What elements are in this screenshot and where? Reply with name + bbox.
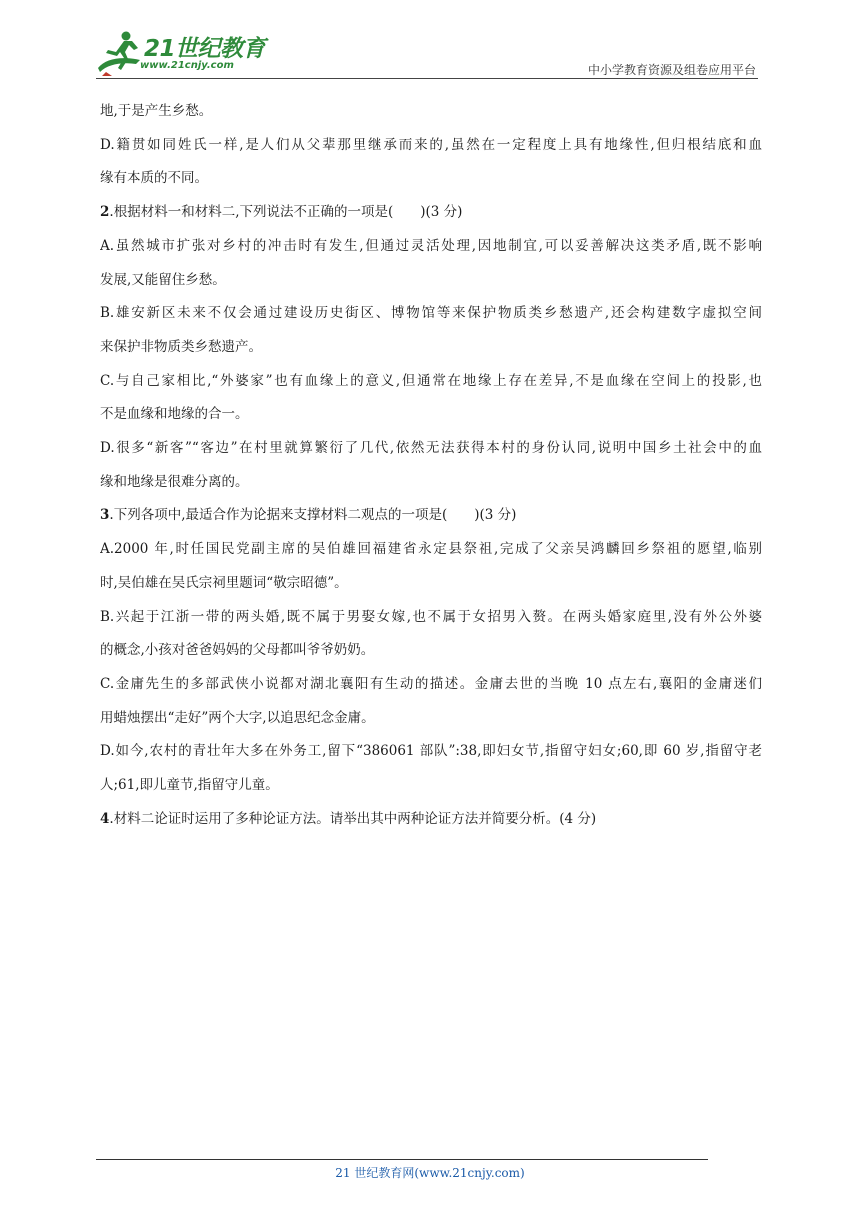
line-text: 发展,又能留住乡愁。	[100, 271, 226, 288]
logo-text: 21世纪教育	[144, 36, 266, 62]
page-header	[0, 0, 860, 82]
line-text: D.如今,农村的青壮年大多在外务工,留下“386061 部队”:38,即妇女节,指留守妇女;60,即 60 岁,指留守老	[100, 743, 762, 760]
line-text: C.金庸先生的多部武侠小说都对湖北襄阳有生动的描述。金庸去世的当晚 10 点左右,襄阳的金庸迷们	[100, 675, 762, 692]
header-divider	[96, 78, 758, 79]
text-line	[100, 708, 762, 728]
line-text: D.籍贯如同姓氏一样,是人们从父辈那里继承而来的,虽然在一定程度上具有地缘性,但归根结底和血	[100, 136, 762, 153]
text-line	[100, 303, 762, 323]
text-line	[100, 573, 762, 593]
logo-url: www.21cnjy.com	[140, 60, 234, 71]
text-line	[100, 168, 762, 188]
text-line	[100, 674, 762, 694]
question-number: 3	[100, 507, 110, 524]
text-line	[100, 404, 762, 424]
question-2	[100, 202, 762, 222]
question-3	[100, 505, 762, 525]
text-line	[100, 236, 762, 256]
text-line	[100, 741, 762, 761]
line-text: 不是血缘和地缘的合一。	[100, 406, 249, 423]
line-text: 人;61,即儿童节,指留守儿童。	[100, 777, 279, 793]
line-text: B.雄安新区未来不仅会通过建设历史街区、博物馆等来保护物质类乡愁遗产,还会构建数字虚拟空间	[100, 305, 762, 322]
line-text: 地,于是产生乡愁。	[100, 103, 213, 119]
text-line	[100, 775, 762, 795]
line-text: B.兴起于江浙一带的两头婚,既不属于男娶女嫁,也不属于女招男入赘。在两头婚家庭里,没有外公外婆	[100, 608, 762, 625]
line-text: 的概念,小孩对爸爸妈妈的父母都叫爷爷奶奶。	[100, 642, 375, 659]
runner-icon	[96, 28, 144, 78]
platform-tagline: 中小学教育资源及组卷应用平台	[587, 63, 756, 77]
text-line	[100, 337, 762, 357]
footer-divider	[96, 1159, 708, 1160]
line-text: A.虽然城市扩张对乡村的冲击时有发生,但通过灵活处理,因地制宜,可以妥善解决这类矛盾,既不影响	[100, 237, 762, 254]
text-line	[100, 607, 762, 627]
page-footer[interactable]: 21 世纪教育网(www.21cnjy.com)	[335, 1166, 525, 1180]
text-line	[100, 438, 762, 458]
line-text: C.与自己家相比,“外婆家”也有血缘上的意义,但通常在地缘上存在差异,不是血缘在空间上的投影,也	[100, 372, 762, 389]
text-line	[100, 371, 762, 391]
line-text: 缘和地缘是很难分离的。	[100, 473, 249, 490]
question-number: 2	[100, 204, 110, 221]
line-text: D.很多“新客”“客边”在村里就算繁衍了几代,依然无法获得本村的身份认同,说明中国乡土社会中的血	[100, 440, 762, 456]
line-text: 时,吴伯雄在吴氏宗祠里题词“敬宗昭德”。	[100, 574, 348, 591]
line-text: 用蜡烛摆出“走好”两个大字,以追思纪念金庸。	[100, 709, 375, 726]
line-text: .下列各项中,最适合作为论据来支撑材料二观点的一项是( )(3 分)	[109, 507, 517, 524]
text-line	[100, 101, 762, 121]
line-text: .根据材料一和材料二,下列说法不正确的一项是( )(3 分)	[109, 204, 463, 221]
line-text: A.2000 年,时任国民党副主席的吴伯雄回福建省永定县祭祖,完成了父亲吴鸿麟回乡祭祖的愿望,临别	[100, 541, 762, 558]
text-line	[100, 640, 762, 660]
question-4	[100, 809, 762, 829]
text-line	[100, 539, 762, 559]
line-text: .材料二论证时运用了多种论证方法。请举出其中两种论证方法并简要分析。(4 分)	[109, 810, 597, 827]
question-number: 4	[100, 810, 110, 827]
site-logo[interactable]	[96, 28, 266, 80]
line-text: 缘有本质的不同。	[100, 170, 208, 187]
text-line	[100, 270, 762, 290]
text-line	[100, 135, 762, 155]
line-text: 来保护非物质类乡愁遗产。	[100, 338, 262, 355]
text-line	[100, 472, 762, 492]
